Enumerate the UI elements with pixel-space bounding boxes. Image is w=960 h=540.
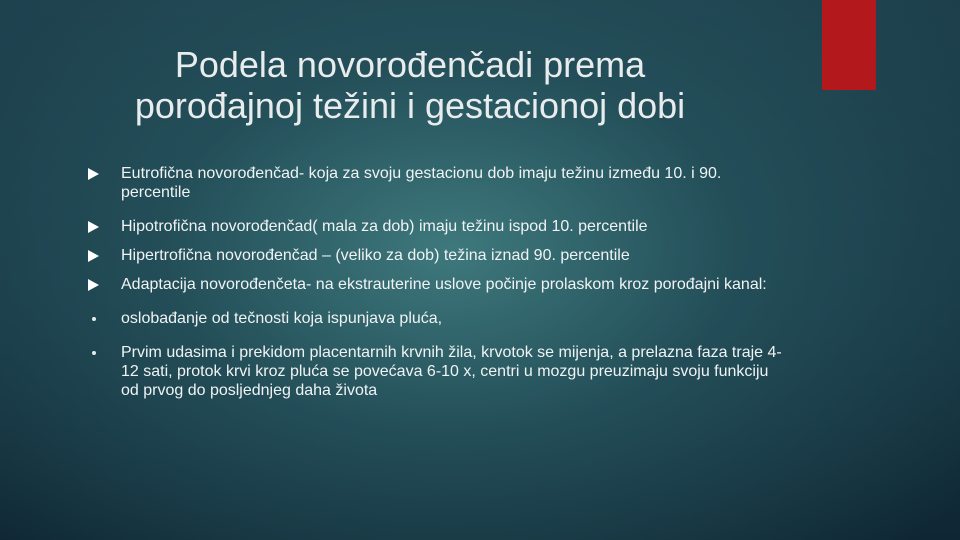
bullet-text: Prvim udasima i prekidom placentarnih krvnih žila, krvotok se mijenja, a prelazna faza traje 4-12 sati, protok krvi kroz pluća se povećava 6-10 x, centri u mozgu preuzimaju svoju funkciju od prvog do posljednjeg daha života: [121, 344, 782, 399]
arrow-bullet-icon: [88, 250, 99, 262]
title-line-1: Podela novorođenčadi prema: [174, 44, 646, 85]
dot-bullet-icon: [92, 317, 96, 321]
arrow-bullet-icon: [88, 221, 99, 233]
bullet-list: [88, 164, 788, 400]
bullet-item: [88, 309, 788, 328]
arrow-bullet-icon: [88, 279, 99, 291]
bullet-item: [88, 164, 788, 202]
arrow-bullet-icon: [88, 168, 99, 180]
bullet-text: Hipertrofična novorođenčad – (veliko za dob) težina iznad 90. percentile: [121, 247, 630, 264]
dot-bullet-icon: [92, 351, 96, 355]
bullet-item: [88, 343, 788, 400]
title-line-2: porođajnoj težini i gestacionoj dobi: [134, 85, 686, 126]
bullet-text: Hipotrofična novorođenčad( mala za dob) imaju težinu ispod 10. percentile: [121, 218, 648, 235]
bullet-item: [88, 275, 788, 294]
slide-title: [60, 44, 760, 126]
bullet-text: oslobađanje od tečnosti koja ispunjava pluća,: [121, 310, 443, 327]
bullet-text: Adaptacija novorođenčeta- na ekstrauterine uslove počinje prolaskom kroz porođajni kanal:: [121, 276, 767, 293]
bullet-text: Eutrofična novorođenčad- koja za svoju gestacionu dob imaju težinu između 10. i 90. percentile: [121, 165, 722, 201]
bullet-item: [88, 217, 788, 236]
red-accent-bar: [822, 0, 876, 90]
bullet-item: [88, 246, 788, 265]
